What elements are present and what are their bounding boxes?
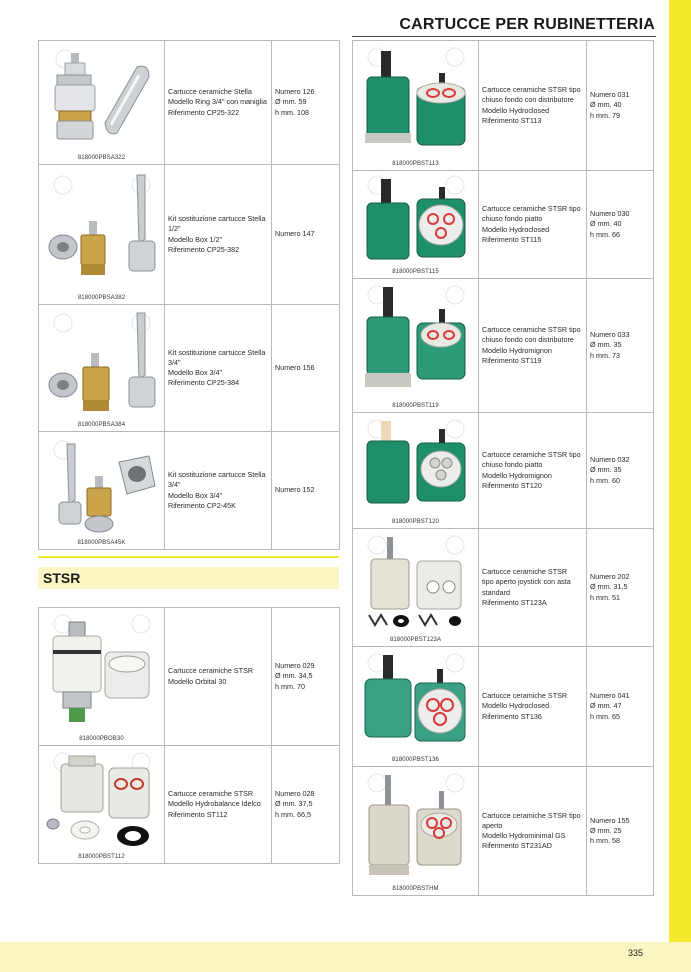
table-row [353,647,654,767]
product-code: 818000PBST119 [392,402,439,409]
product-image-cell [39,165,165,305]
product-specs: Numero 030 Ø mm. 40 h mm. 66 [587,171,654,279]
footer-band [0,942,691,972]
page-title: CARTUCCE PER RUBINETTERIA [399,16,655,33]
table-row [353,529,654,647]
product-image-cell [353,41,479,171]
table-row [39,608,340,746]
hydromignon-st120-cartridge-image [359,417,473,517]
orbital-cartridge-image [45,612,159,734]
product-image-cell [353,767,479,896]
section-heading: STSR [43,570,81,586]
product-specs: Numero 126 Ø mm. 59 h mm. 108 [272,41,340,165]
hydroclosed-st115-cartridge-image [359,175,473,269]
product-specs: Numero 202 Ø mm. 31,5 h mm. 51 [587,529,654,647]
product-code: 818000PBST136 [391,756,439,763]
product-specs: Numero 032 Ø mm. 35 h mm. 60 [587,413,654,529]
product-image-cell [353,413,479,529]
section-rule [38,556,339,558]
product-image-cell [353,171,479,279]
product-code: 818000PBSA382 [77,294,126,301]
product-specs: Numero 033 Ø mm. 35 h mm. 73 [587,279,654,413]
product-code: 818000PBOB30 [79,735,124,742]
table-row [39,41,340,165]
product-description: Kit sostituzione cartucce Stella 1/2" Modello Box 1/2" Riferimento CP25-382 [165,165,272,305]
product-code: 818000PBST115 [392,268,439,275]
product-image-cell [39,432,165,550]
product-specs: Numero 031 Ø mm. 40 h mm. 79 [587,41,654,171]
product-specs: Numero 029 Ø mm. 34,5 h mm. 70 [272,608,340,746]
table-row [353,41,654,171]
hydrominimal-cartridge-image [359,771,473,883]
product-code: 818000PBST113 [392,160,439,167]
joystick-st123a-cartridge-image [359,533,473,635]
product-description: Cartucce ceramiche STSR tipo chiuso fondo piatto Modello Hydromignon Riferimento ST120 [479,413,587,529]
stsr-right-product-table [352,40,654,896]
product-code: 818000PBSA322 [77,154,126,161]
product-description: Cartucce ceramiche STSR tipo chiuso fondo con distributore Modello Hydromignon Riferimento ST119 [479,279,587,413]
product-description: Kit sostituzione cartucce Stella 3/4" Modello Box 3/4" Riferimento CP2-45K [165,432,272,550]
product-image-cell [353,529,479,647]
product-code: 818000PBSA45K [77,539,126,546]
product-image-cell [39,608,165,746]
product-description: Cartucce ceramiche STSR tipo chiuso fondo piatto Modello Hydroclosed Riferimento ST115 [479,171,587,279]
hydrobalance-cartridge-image [45,750,159,852]
product-specs: Numero 041 Ø mm. 47 h mm. 65 [587,647,654,767]
product-description: Kit sostituzione cartucce Stella 3/4" Modello Box 3/4" Riferimento CP25-384 [165,305,272,432]
table-row [353,767,654,896]
page-edge-yellow-bar [669,0,691,972]
product-description: Cartucce ceramiche Stella Modello Ring 3/4" con maniglia Riferimento CP25-322 [165,41,272,165]
product-description: Cartucce ceramiche STSR Modello Orbital 30 [165,608,272,746]
product-code: 818000PBST123A [389,636,442,643]
product-code: 818000PBSTHM [392,885,439,892]
table-row [39,305,340,432]
product-description: Cartucce ceramiche STSR Modello Hydroclosed Riferimento ST136 [479,647,587,767]
product-description: Cartucce ceramiche STSR tipo chiuso fondo con distributore Modello Hydroclosed Riferimento ST113 [479,41,587,171]
product-specs: Numero 028 Ø mm. 37,5 h mm. 66,5 [272,746,340,864]
hydroclosed-st136-cartridge-image [359,651,473,755]
product-image-cell [39,746,165,864]
product-specs: Numero 155 Ø mm. 25 h mm. 58 [587,767,654,896]
product-specs: Numero 152 [272,432,340,550]
product-specs: Numero 147 [272,165,340,305]
product-description: Cartucce ceramiche STSR Modello Hydrobalance Idelco Riferimento ST112 [165,746,272,864]
title-rule [352,36,656,37]
stella-product-table [38,40,340,550]
product-image-cell [353,647,479,767]
hydroclosed-st113-cartridge-image [359,45,473,159]
product-description: Cartucce ceramiche STSR tipo aperto Modello Hydrominimal GS Riferimento ST231AD [479,767,587,896]
product-code: 818000PBSA384 [77,421,126,428]
product-specs: Numero 156 [272,305,340,432]
table-row [39,746,340,864]
table-row [39,432,340,550]
product-image-cell [353,279,479,413]
product-code: 818000PBST120 [391,518,439,525]
table-row [39,165,340,305]
stella-box-half-kit-image [45,169,159,293]
stsr-left-product-table [38,607,340,864]
section-heading-band [38,567,339,589]
page-number: 335 [627,948,643,958]
stella-box-45k-kit-image [45,436,159,538]
product-description: Cartucce ceramiche STSR tipo aperto joystick con asta standard Riferimento ST123A [479,529,587,647]
product-image-cell [39,305,165,432]
table-row [353,413,654,529]
product-code: 818000PBST112 [78,853,125,860]
stella-box-three-quarter-kit-image [45,309,159,419]
hydromignon-st119-cartridge-image [359,283,473,401]
stella-ring-cartridge-image [45,45,159,153]
table-row [353,171,654,279]
product-image-cell [39,41,165,165]
table-row [353,279,654,413]
